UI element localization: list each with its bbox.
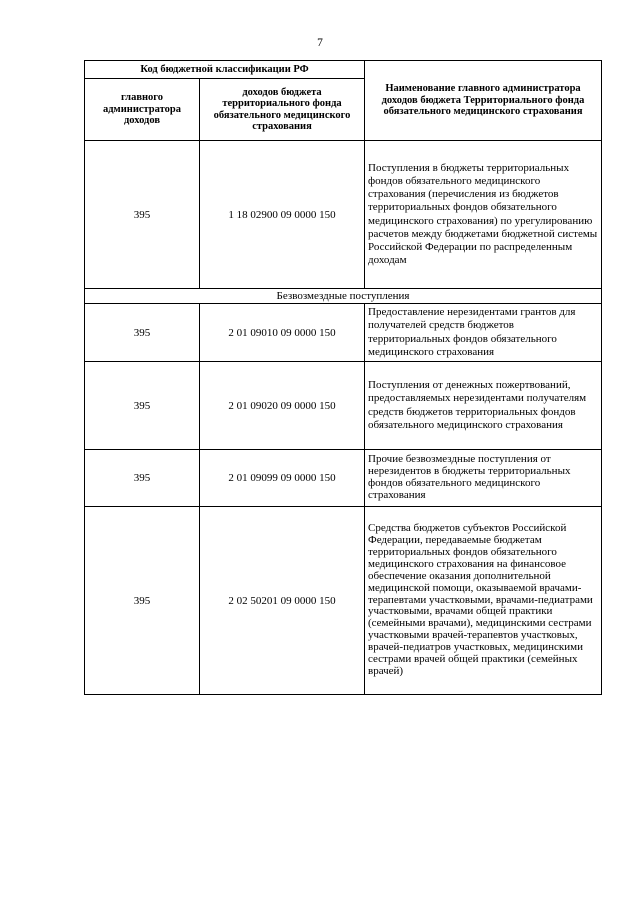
admin-code-cell: 395 <box>85 362 200 450</box>
admin-code-cell: 395 <box>85 450 200 507</box>
table-row <box>85 141 602 289</box>
budget-classification-table <box>84 60 602 695</box>
table-row <box>85 450 602 507</box>
income-code-cell: 1 18 02900 09 0000 150 <box>200 141 365 289</box>
income-code-cell: 2 01 09099 09 0000 150 <box>200 450 365 507</box>
income-name-cell: Поступления в бюджеты территориальных фондов обязательного медицинского страхования (перечисления из бюджетов территориальных фондов обязательного медицинского страхования) по урегулированию расчетов между бюджетами бюджетной системы Российской Федерации по распределенным доходам <box>365 141 602 289</box>
header-administrator-name: Наименование главного администратора доходов бюджета Территориального фонда обязательного медицинского страхования <box>365 61 602 141</box>
income-name-cell: Прочие безвозмездные поступления от нерезидентов в бюджеты территориальных фондов обязательного медицинского страхования <box>365 450 602 507</box>
table-row <box>85 304 602 362</box>
header-budget-code-group: Код бюджетной классификации РФ <box>85 61 365 79</box>
header-income-code: доходов бюджета территориального фонда обязательного медицинского страхования <box>200 79 365 141</box>
header-main-administrator: главного администратора доходов <box>85 79 200 141</box>
page-number: 7 <box>317 37 323 49</box>
table-row <box>85 507 602 695</box>
income-code-cell: 2 01 09020 09 0000 150 <box>200 362 365 450</box>
table-row <box>85 362 602 450</box>
admin-code-cell: 395 <box>85 304 200 362</box>
section-row <box>85 289 602 304</box>
income-code-cell: 2 01 09010 09 0000 150 <box>200 304 365 362</box>
income-name-cell: Средства бюджетов субъектов Российской Федерации, передаваемые бюджетам территориальных фондов обязательного медицинского страхования на финансовое обеспечение оказания дополнительной медицинской помощи, оказываемой врачами-терапевтами участковыми, врачами-педиатрами участковыми, врачами общей практики (семейными врачами), медицинскими сестрами участковыми врачей-терапевтов участковых, врачей-педиатров участковых, медицинскими сестрами врачей общей практики (семейных врачей) <box>365 507 602 695</box>
admin-code-cell: 395 <box>85 141 200 289</box>
income-code-cell: 2 02 50201 09 0000 150 <box>200 507 365 695</box>
admin-code-cell: 395 <box>85 507 200 695</box>
section-title: Безвозмездные поступления <box>85 289 602 304</box>
income-name-cell: Поступления от денежных пожертвований, предоставляемых нерезидентами получателям средств бюджетов территориальных фондов обязательного медицинского страхования <box>365 362 602 450</box>
income-name-cell: Предоставление нерезидентами грантов для получателей средств бюджетов территориальных фондов обязательного медицинского страхования <box>365 304 602 362</box>
